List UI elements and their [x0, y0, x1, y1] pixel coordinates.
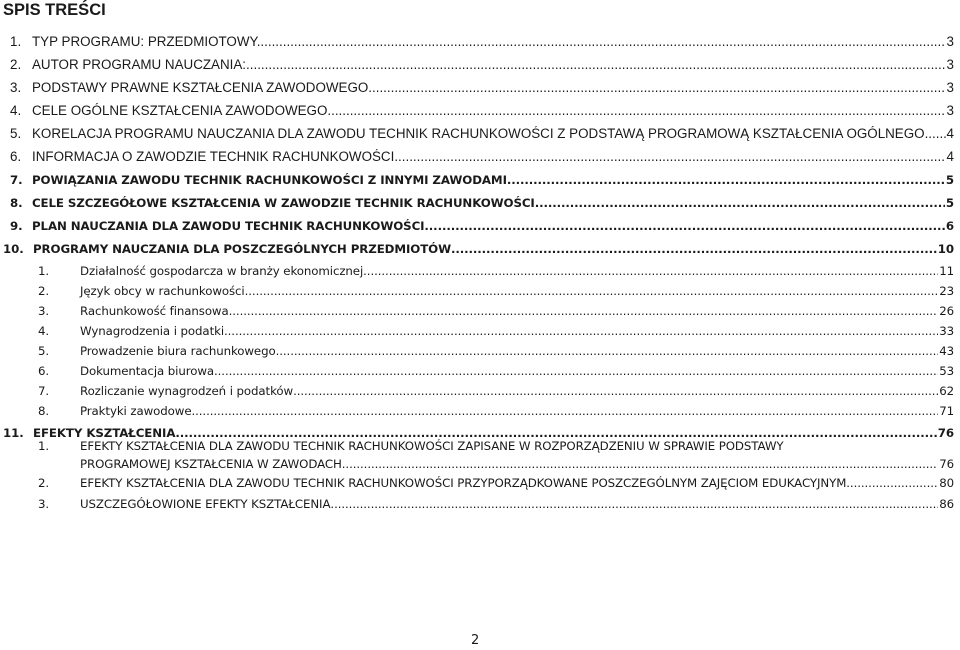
toc-entry-number: 1.: [38, 264, 50, 278]
toc-entry-title: EFEKTY KSZTAŁCENIA DLA ZAWODU TECHNIK RACHUNKOWOŚCI PRZYPORZĄDKOWANE POSZCZEGÓLNYM ZAJĘCIOM EDUKACYJNYM: [80, 476, 847, 490]
toc-leader-dots: [246, 57, 946, 72]
toc-entry-title: CELE SZCZEGÓŁOWE KSZTAŁCENIA W ZAWODZIE TECHNIK RACHUNKOWOŚCI: [32, 196, 535, 210]
toc-entry-number: 7.: [10, 173, 23, 187]
toc-entry-title: PODSTAWY PRAWNE KSZTAŁCENIA ZAWODOWEGO.: [32, 80, 372, 95]
toc-entry-page: 62: [939, 384, 954, 398]
toc-entry[interactable]: [0, 264, 954, 284]
toc-entry-number: 7.: [38, 384, 50, 398]
toc-entry[interactable]: [0, 344, 954, 364]
page-number: 2: [471, 633, 480, 648]
toc-entry[interactable]: [0, 304, 954, 324]
toc-entry-title: CELE OGÓLNE KSZTAŁCENIA ZAWODOWEGO: [32, 103, 328, 118]
toc-entry-number: 1.: [10, 34, 22, 49]
toc-leader-dots: [451, 242, 937, 256]
toc-entry-page: 11: [939, 264, 954, 278]
toc-entry-title-continued: PROGRAMOWEJ KSZTAŁCENIA W ZAWODACH: [80, 457, 342, 471]
toc-entry-page: 26: [939, 304, 954, 318]
toc-entry-number: 8.: [38, 404, 50, 418]
toc-leader-dots: [293, 384, 938, 398]
toc-entry[interactable]: [0, 384, 954, 404]
toc-entry[interactable]: [0, 34, 954, 54]
toc-entry-number: 4.: [38, 324, 50, 338]
toc-entry-title: Działalność gospodarcza w branży ekonomicznej: [80, 264, 364, 278]
toc-entry-title: PROGRAMY NAUCZANIA DLA POSZCZEGÓLNYCH PRZEDMIOTÓW: [33, 242, 451, 256]
toc-entry-number: 10.: [3, 242, 24, 256]
toc-leader-dots: [372, 80, 946, 95]
toc-leader-dots: [245, 284, 939, 298]
toc-entry[interactable]: [0, 439, 954, 459]
toc-entry-page: 23: [939, 284, 954, 298]
toc-entry-page: 53: [939, 364, 954, 378]
toc-entry[interactable]: [0, 57, 954, 77]
toc-leader-dots: [224, 324, 938, 338]
toc-entry[interactable]: [0, 126, 954, 146]
toc-leader-dots: [175, 426, 936, 440]
toc-leader-dots: [394, 149, 945, 164]
toc-entry-title: EFEKTY KSZTAŁCENIA DLA ZAWODU TECHNIK RACHUNKOWOŚCI ZAPISANE W ROZPORZĄDZENIU W SPRAWIE PODSTAWY: [80, 439, 784, 453]
toc-entry-page: 86: [939, 497, 954, 511]
toc-entry-page: 80: [939, 476, 954, 490]
toc-entry-page: 5: [945, 173, 954, 187]
toc-entry-title: INFORMACJA O ZAWODZIE TECHNIK RACHUNKOWOŚCI: [32, 149, 395, 164]
toc-entry[interactable]: [0, 324, 954, 344]
toc-entry-title: PLAN NAUCZANIA DLA ZAWODU TECHNIK RACHUNKOWOŚCI: [32, 219, 425, 233]
toc-leader-dots: [214, 364, 938, 378]
toc-entry-number: 3.: [10, 80, 22, 95]
toc-leader-dots: [260, 34, 945, 49]
toc-entry-number: 3.: [38, 304, 50, 318]
toc-entry-title: Prowadzenie biura rachunkowego: [80, 344, 276, 358]
toc-leader-dots: [276, 344, 939, 358]
toc-entry[interactable]: [0, 196, 954, 216]
toc-leader-dots: [327, 103, 945, 118]
toc-entry-title: Praktyki zawodowe: [80, 404, 192, 418]
toc-entry-number: 1.: [38, 439, 50, 453]
toc-entry-title: AUTOR PROGRAMU NAUCZANIA:: [32, 57, 247, 72]
toc-entry-page: 6: [945, 219, 954, 233]
toc-heading: SPIS TREŚCI: [3, 1, 106, 19]
toc-entry-page: 5: [945, 196, 954, 210]
toc-entry-title: KORELACJA PROGRAMU NAUCZANIA DLA ZAWODU TECHNIK RACHUNKOWOŚCI Z PODSTAWĄ PROGRAMOWĄ KSZTAŁCENIA OGÓLNEGO: [32, 126, 925, 141]
toc-entry-page: 76: [937, 426, 954, 440]
toc-entry-title: TYP PROGRAMU: PRZEDMIOTOWY.: [32, 34, 261, 49]
toc-entry-number: 4.: [10, 103, 22, 118]
toc-leader-dots: [424, 219, 944, 233]
toc-entry[interactable]: [0, 497, 954, 517]
toc-entry-number: 11.: [3, 426, 24, 440]
toc-entry-page: 10: [937, 242, 954, 256]
toc-entry-continuation[interactable]: [0, 457, 954, 477]
toc-entry[interactable]: [0, 173, 954, 193]
toc-entry-number: 5.: [38, 344, 50, 358]
toc-entry-page: 4: [946, 149, 954, 164]
toc-entry-page: 3: [946, 103, 954, 118]
toc-leader-dots: [363, 264, 938, 278]
toc-entry[interactable]: [0, 242, 954, 262]
toc-entry-title: Rozliczanie wynagrodzeń i podatków: [80, 384, 294, 398]
toc-entry-page: 3: [946, 57, 954, 72]
toc-entry-page: 43: [939, 344, 954, 358]
toc-entry-title: Wynagrodzenia i podatki: [80, 324, 224, 338]
toc-entry-title: Dokumentacja biurowa: [80, 364, 214, 378]
toc-leader-dots: [925, 126, 946, 141]
toc-entry-number: 2.: [10, 57, 22, 72]
toc-leader-dots: [330, 497, 938, 511]
toc-entry-number: 6.: [38, 364, 50, 378]
toc-entry-number: 6.: [10, 149, 22, 164]
toc-entry[interactable]: [0, 476, 954, 496]
toc-entry-number: 2.: [38, 284, 50, 298]
toc-entry-number: 2.: [38, 476, 50, 490]
toc-entry-title: POWIĄZANIA ZAWODU TECHNIK RACHUNKOWOŚCI Z INNYMI ZAWODAMI: [32, 173, 507, 187]
toc-entry[interactable]: [0, 364, 954, 384]
toc-entry-title: EFEKTY KSZTAŁCENIA: [33, 426, 176, 440]
toc-entry[interactable]: [0, 404, 954, 424]
toc-leader-dots: [342, 457, 938, 471]
toc-entry[interactable]: [0, 284, 954, 304]
toc-entry-page: 3: [946, 80, 954, 95]
toc-leader-dots: [846, 476, 938, 490]
toc-leader-dots: [507, 173, 945, 187]
toc-entry-page: 4: [946, 126, 954, 141]
toc-entry-title: Rachunkowość finansowa.: [80, 304, 233, 318]
toc-entry[interactable]: [0, 80, 954, 100]
toc-leader-dots: [232, 304, 938, 318]
toc-entry-page: 33: [939, 324, 954, 338]
toc-entry-page: 3: [946, 34, 954, 49]
toc-entry-title: Język obcy w rachunkowości: [80, 284, 245, 298]
toc-entry-number: 5.: [10, 126, 22, 141]
toc-entry-page: 71: [939, 404, 954, 418]
toc-leader-dots: [191, 404, 938, 418]
toc-entry-number: 9.: [10, 219, 23, 233]
toc-entry[interactable]: [0, 103, 954, 123]
toc-entry-number: 8.: [10, 196, 23, 210]
toc-leader-dots: [535, 196, 945, 210]
toc-entry-page: 76: [939, 457, 954, 471]
toc-entry[interactable]: [0, 149, 954, 169]
toc-entry-title: USZCZEGÓŁOWIONE EFEKTY KSZTAŁCENIA: [80, 497, 331, 511]
toc-entry-number: 3.: [38, 497, 50, 511]
toc-entry[interactable]: [0, 219, 954, 239]
